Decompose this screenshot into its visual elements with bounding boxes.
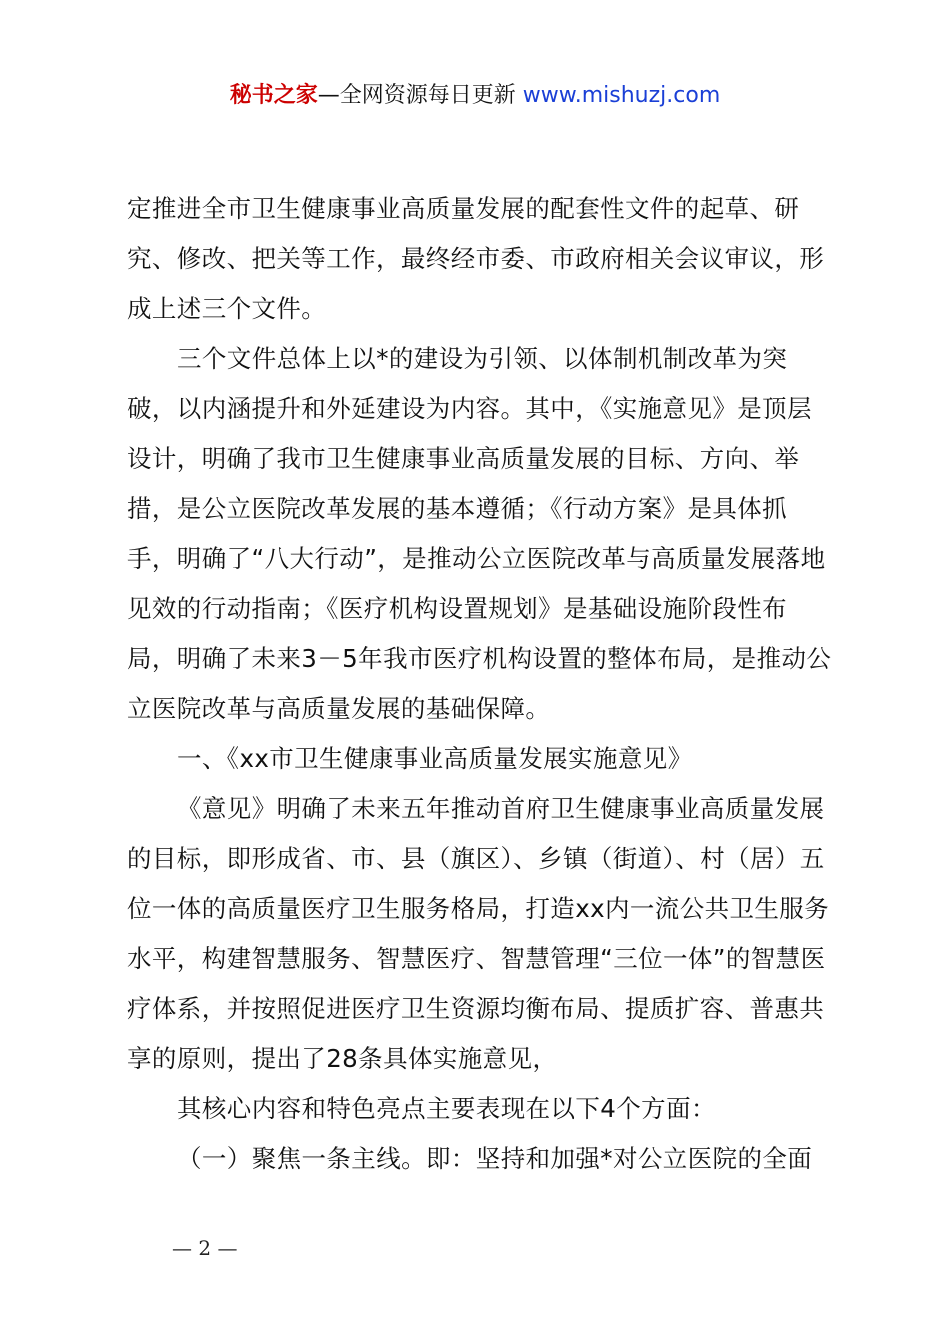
site-brand: 秘书之家 [229, 83, 318, 108]
page-number: — 2 — [172, 1236, 238, 1260]
site-tagline: —全网资源每日更新 [317, 83, 516, 108]
paragraph-continued: 定推进全市卫生健康事业高质量发展的配套性文件的起草、研究、修改、把关等工作，最终经市委、市政府相关会议审议，形成上述三个文件。 [127, 194, 825, 323]
paragraph-three-documents: 三个文件总体上以*的建设为引领、以体制机制改革为突破，以内涵提升和外延建设为内容。其中，《实施意见》是顶层设计，明确了我市卫生健康事业高质量发展的目标、方向、举措，是公立医院改革发展的基本遵循；《行动方案》是具体抓手，明确了“八大行动”，是推动公立医院改革与高质量发展落地见效的行动指南；《医疗机构设置规划》是基础设施阶段性布局，明确了未来3－5年我市医疗机构设置的整体布局，是推动公立医院改革与高质量发展的基础保障。 [127, 344, 832, 723]
site-url-link[interactable]: www.mishuzj.com [522, 83, 721, 108]
site-header [0, 80, 950, 112]
paragraph-opinion-goals: 《意见》明确了未来五年推动首府卫生健康事业高质量发展的目标，即形成省、市、县（旗区）、乡镇（街道）、村（居）五位一体的高质量医疗卫生服务格局，打造xx内一流公共卫生服务水平，构建智慧服务、智慧医疗、智慧管理“三位一体”的智慧医疗体系，并按照促进医疗卫生资源均衡布局、提质扩容、普惠共享的原则，提出了28条具体实施意见， [127, 794, 830, 1073]
document-body [127, 184, 833, 1184]
paragraph-focus-mainline: （一）聚焦一条主线。即：坚持和加强*对公立医院的全面 [177, 1144, 813, 1173]
section-heading-one: 一、《xx市卫生健康事业高质量发展实施意见》 [177, 744, 693, 773]
paragraph-core-content: 其核心内容和特色亮点主要表现在以下4个方面： [177, 1094, 716, 1123]
